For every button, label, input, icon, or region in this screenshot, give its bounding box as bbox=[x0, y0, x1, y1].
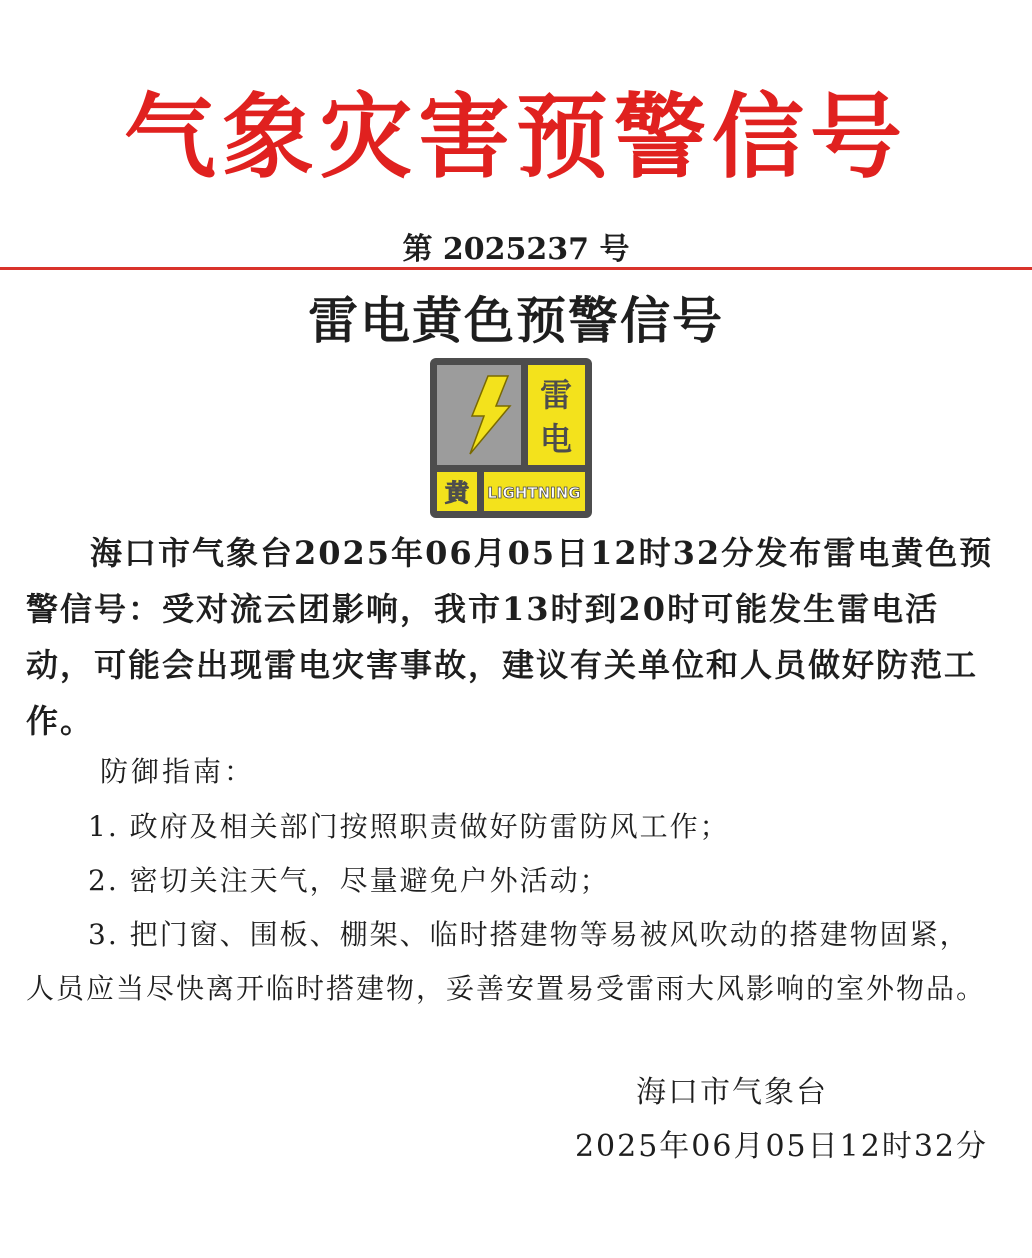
guide-list bbox=[26, 800, 996, 1016]
guide-label: 防御指南： bbox=[100, 755, 256, 788]
icon-char-bottom: 电 bbox=[539, 420, 573, 458]
icon-char-top: 雷 bbox=[539, 376, 573, 414]
document-header-title: 气象灾害预警信号 bbox=[123, 84, 908, 191]
icon-english-label: LIGHTNING bbox=[487, 484, 581, 502]
guide-item: 1. 政府及相关部门按照职责做好防雷防风工作； bbox=[88, 810, 730, 843]
lightning-yellow-warning-icon bbox=[430, 358, 592, 518]
header-divider bbox=[0, 267, 1032, 270]
signoff bbox=[575, 1066, 988, 1174]
guide-item: 3. 把门窗、围板、棚架、临时搭建物等易被风吹动的搭建物固紧， 人员应当尽快离开临时搭建物，妥善安置易受雷雨大风影响的室外物品。 bbox=[26, 918, 987, 1005]
document-number: 第 2025237 号 bbox=[402, 232, 630, 267]
signoff-date: 2025年06月05日12时32分 bbox=[574, 1129, 988, 1164]
icon-level-char: 黄 bbox=[445, 479, 469, 507]
signoff-org: 海口市气象台 bbox=[636, 1075, 828, 1110]
warning-title: 雷电黄色预警信号 bbox=[308, 292, 724, 350]
guide-item: 2. 密切关注天气，尽量避免户外活动； bbox=[88, 864, 610, 897]
warning-body-text: 海口市气象台2025年06月05日12时32分发布雷电黄色预警信号：受对流云团影响，我市13时到20时可能发生雷电活动，可能会出现雷电灾害事故，建议有关单位和人员做好防范工作。 bbox=[26, 534, 994, 740]
